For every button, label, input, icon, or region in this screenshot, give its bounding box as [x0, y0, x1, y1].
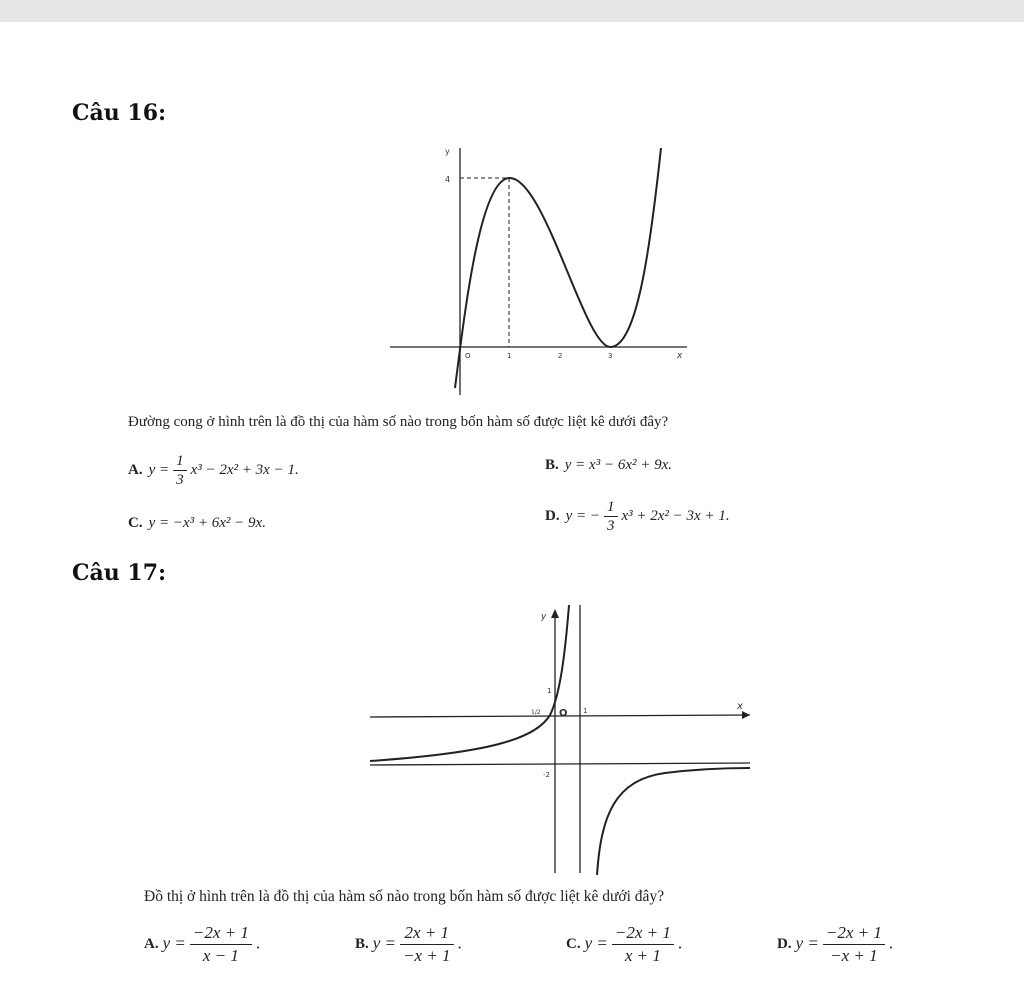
option-b-label: B.: [545, 457, 559, 473]
y-label: y: [445, 147, 450, 156]
option-d-fraction: [823, 922, 885, 967]
q16-option-c[interactable]: [128, 515, 266, 532]
q17-option-a[interactable]: A. y = $\frac{-2x + 1}{x - 1}$ .: [144, 923, 261, 965]
option-a-num: −2x + 1: [190, 922, 252, 945]
question-17-title: Câu 17:: [72, 560, 167, 586]
q17-option-c[interactable]: C. y = $\frac{-2x + 1}{x + 1}$ .: [566, 923, 683, 965]
q16-option-d[interactable]: [545, 498, 730, 535]
option-b-label: B.: [355, 936, 369, 953]
x-axis-arrow: [742, 711, 750, 719]
option-c-fraction: [612, 922, 674, 967]
option-c-y: y =: [584, 933, 608, 953]
option-d-num: −2x + 1: [823, 922, 885, 945]
question-17-graph: [365, 605, 765, 875]
option-b-fraction: [400, 922, 454, 967]
y-tick-4: 4: [445, 175, 451, 184]
option-a-label: A.: [128, 461, 143, 478]
option-d-fraction: [604, 498, 618, 535]
tick-m2: -2: [543, 771, 550, 779]
option-a-y: y =: [162, 933, 186, 953]
option-d-den: −x + 1: [830, 946, 878, 965]
tick-1-x: 1: [583, 707, 588, 715]
question-16-graph: [385, 140, 705, 400]
option-c-num: −2x + 1: [612, 922, 674, 945]
option-d-label: D.: [777, 936, 792, 953]
option-a-label: A.: [144, 936, 159, 953]
question-16-title: Câu 16:: [72, 100, 167, 126]
option-c-label: C.: [566, 936, 581, 953]
option-a-post: x³ − 2x² + 3x − 1.: [190, 461, 299, 478]
option-c-eq: y = −x³ + 6x² − 9x.: [148, 515, 266, 531]
q16-option-a[interactable]: [128, 452, 299, 489]
q16-option-b[interactable]: [545, 457, 672, 474]
q17-option-d[interactable]: D. y = $\frac{-2x + 1}{-x + 1}$ .: [777, 923, 894, 965]
right-branch: [597, 768, 750, 875]
option-c-label: C.: [128, 515, 143, 531]
option-d-post: x³ + 2x² − 3x + 1.: [621, 507, 730, 524]
y-axis-arrow: [551, 609, 559, 618]
x-tick-2: 2: [558, 352, 563, 360]
option-d-pre: y = −: [565, 507, 600, 524]
tick-1-y: 1: [547, 687, 552, 695]
option-a-fraction: [173, 452, 187, 489]
question-16-stem: Đường cong ở hình trên là đồ thị của hàm số nào trong bốn hàm số được liệt kê dưới đây?: [128, 414, 669, 430]
tick-half: 1/2: [531, 709, 541, 716]
option-b-den: −x + 1: [403, 946, 451, 965]
option-a-num: 1: [173, 452, 187, 471]
origin-label: O: [465, 352, 471, 360]
option-a-den: 3: [176, 472, 184, 488]
option-d-den: 3: [607, 518, 615, 534]
option-b-num: 2x + 1: [400, 922, 454, 945]
top-bar: [0, 0, 1024, 22]
left-branch: [370, 605, 569, 761]
x-label: x: [677, 351, 683, 361]
option-d-num: 1: [604, 498, 618, 517]
x-tick-1: 1: [507, 352, 512, 360]
question-17-stem: Đồ thị ở hình trên là đồ thị của hàm số nào trong bốn hàm số được liệt kê dưới đây?: [144, 888, 665, 905]
option-b-eq: y = x³ − 6x² + 9x.: [564, 457, 673, 473]
origin-label: O: [559, 708, 568, 719]
option-c-den: x + 1: [624, 946, 661, 965]
horizontal-asymptote: [370, 763, 750, 765]
option-d-y: y =: [795, 933, 819, 953]
option-a-fraction: [190, 922, 252, 967]
option-a-den: x − 1: [202, 946, 239, 965]
x-tick-3: 3: [608, 352, 613, 360]
option-a-pre: y =: [148, 461, 170, 478]
x-label: x: [737, 701, 743, 712]
y-label: y: [541, 612, 547, 622]
option-d-label: D.: [545, 507, 560, 524]
q17-option-b[interactable]: B. y = $\frac{2x + 1}{-x + 1}$ .: [355, 923, 462, 965]
option-b-y: y =: [372, 933, 397, 953]
